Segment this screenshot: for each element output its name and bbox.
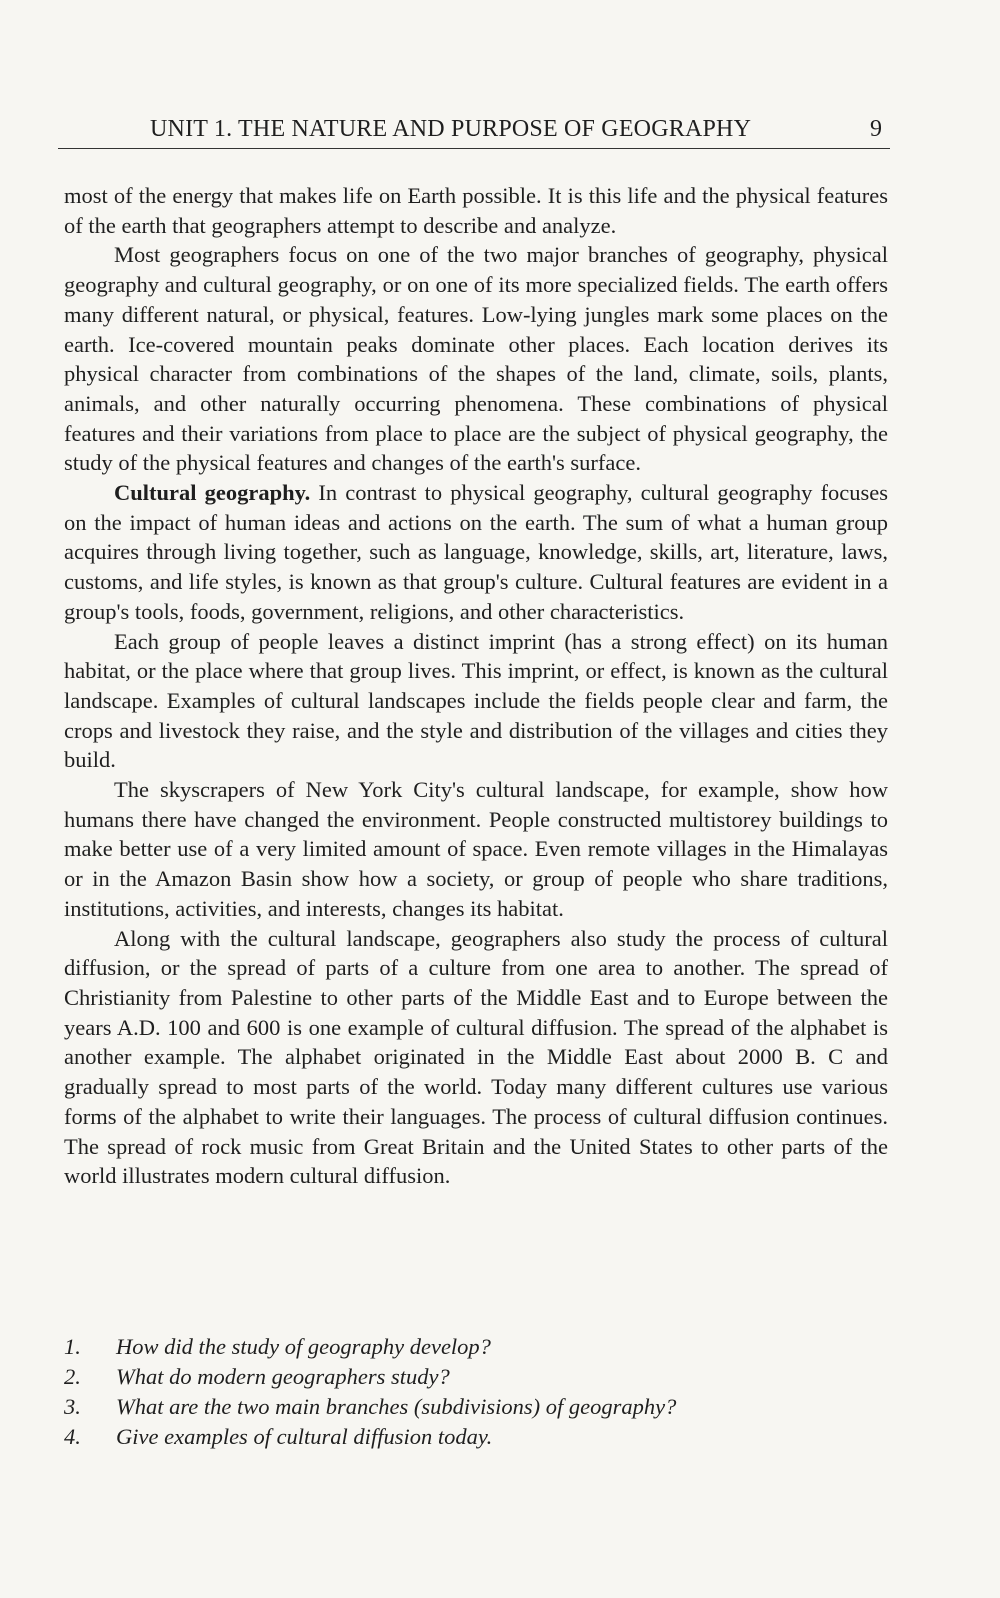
question-list [64,1332,888,1452]
page-number: 9 [870,116,882,142]
question-item [64,1332,888,1362]
question-number: 3. [64,1394,81,1419]
running-header [58,114,890,149]
paragraph-text: most of the energy that makes life on Earth possible. It is this life and the physical features of the earth that geographers attempt to describe and analyze. [64,183,888,238]
question-text: Give examples of cultural diffusion today. [116,1424,493,1449]
paragraph-text: In contrast to physical geography, cultural geography focuses on the impact of human ideas and actions on the earth. The sum of what a human group acquires through living together, such as language, knowledge, skills, art, literature, laws, customs, and life styles, is known as that group's culture. Cultural features are evident in a group's tools, foods, government, religions, and other characteristics. [64,480,888,624]
paragraph-text: Along with the cultural landscape, geographers also study the process of cultural diffusion, or the spread of parts of a culture from one area to another. The spread of Christianity from Palestine to other parts of the Middle East and to Europe between the years A.D. 100 and 600 is one example of cultural diffusion. The spread of the alphabet is another example. The alphabet originated in the Middle East about 2000 B. C and gradually spread to most parts of the world. Today many different cultures use various forms of the alphabet to write their languages. The process of cultural diffusion continues. The spread of rock music from Great Britain and the United States to other parts of the world illustrates modern cultural diffusion. [64,925,888,1189]
paragraph [64,924,888,1191]
paragraph [64,478,888,627]
question-number: 4. [64,1424,81,1449]
body-text [64,181,888,1191]
section-run-in-heading: Cultural geography. [114,480,311,506]
question-item [64,1422,888,1452]
question-item [64,1362,888,1392]
paragraph-text: The skyscrapers of New York City's cultural landscape, for example, show how humans there have changed the environment. People constructed multistorey buildings to make better use of a very limited amount of space. Even remote villages in the Himalayas or in the Amazon Basin show how a society, or group of people who share traditions, institutions, activities, and interests, changes its habitat. [64,777,888,921]
paragraph-text: Most geographers focus on one of the two major branches of geography, physical geography and cultural geography, or on one of its more specialized fields. The earth offers many different natural, or physical, features. Low-lying jungles mark some places on the earth. Ice-covered mountain peaks dominate other places. Each location derives its physical character from combinations of the shapes of the land, climate, soils, plants, animals, and other naturally occurring phenomena. These combinations of physical features and their variations from place to place are the subject of physical geography, the study of the physical features and changes of the earth's surface. [64,242,888,476]
paragraph [64,627,888,776]
paragraph [64,775,888,924]
question-number: 1. [64,1334,81,1359]
question-number: 2. [64,1364,81,1389]
question-item [64,1392,888,1422]
question-text: What are the two main branches (subdivisions) of geography? [116,1394,677,1419]
paragraph-text: Each group of people leaves a distinct imprint (has a strong effect) on its human habitat, or the place where that group lives. This imprint, or effect, is known as the cultural landscape. Examples of cultural landscapes include the fields people clear and farm, the crops and livestock they raise, and the style and distribution of the villages and cities they build. [64,628,888,773]
question-text: How did the study of geography develop? [116,1334,491,1359]
paragraph [64,181,888,240]
paragraph [64,240,888,478]
question-text: What do modern geographers study? [116,1364,450,1389]
header-title: UNIT 1. THE NATURE AND PURPOSE OF GEOGRAPHY [150,116,752,142]
